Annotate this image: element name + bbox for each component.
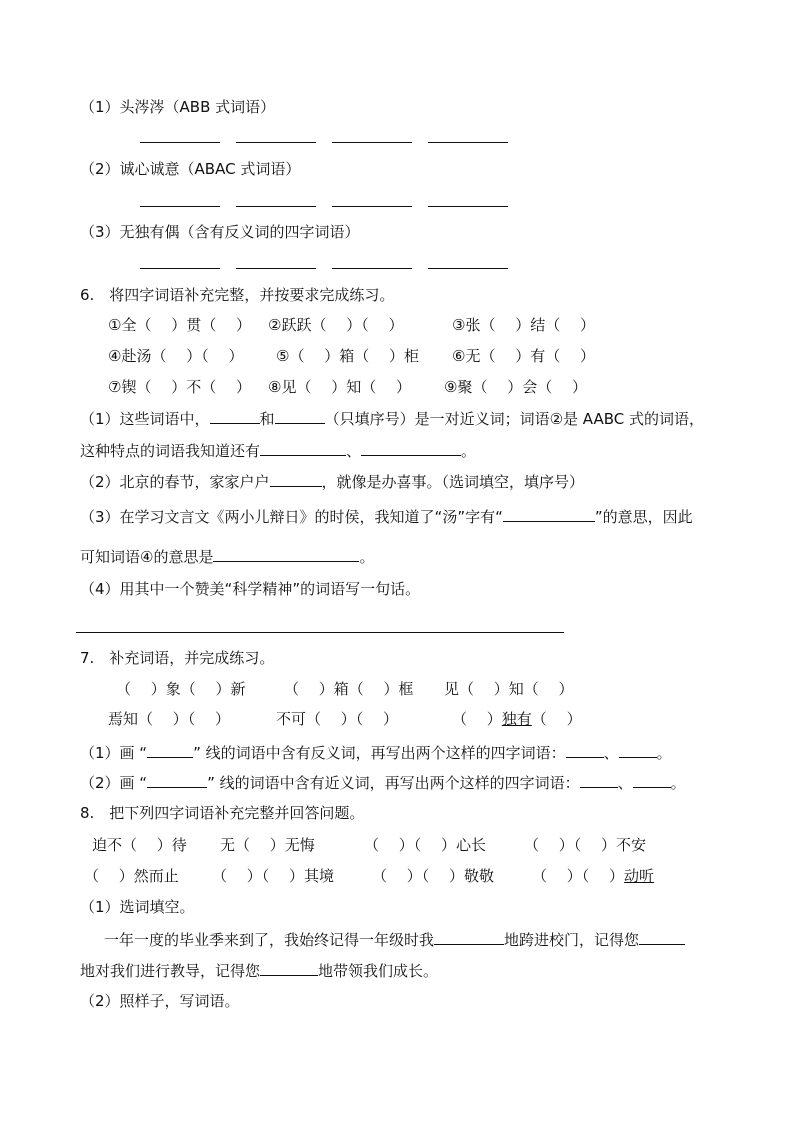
answer-blank[interactable] xyxy=(428,268,508,269)
q5-item-3: （3）无独有偶（含有反义词的四字词语） xyxy=(80,223,360,241)
q8-paragraph-cont: 地对我们进行教导，记得您 地带领我们成长。 xyxy=(80,962,439,980)
answer-blank[interactable] xyxy=(213,546,359,562)
q6-word: ①全（ ）贯（ ） xyxy=(108,316,251,334)
answer-blank[interactable] xyxy=(332,268,412,269)
q8-word: （ ）（ ）心长 xyxy=(364,836,487,854)
answer-blank[interactable] xyxy=(361,440,461,456)
q7-sub-1: （1）画 “ ” 线的词语中含有反义词，再写出两个这样的四字词语： 、 。 xyxy=(80,744,672,762)
q8-word: （ ）（ ）敬敬 xyxy=(372,867,495,885)
q6-word: ③张（ ）结（ ） xyxy=(452,316,595,334)
answer-blank[interactable] xyxy=(260,440,346,456)
answer-blank[interactable] xyxy=(140,142,220,143)
q7-word: （ ）独有（ ） xyxy=(452,710,582,728)
q6-word: ⑦锲（ ）不（ ） xyxy=(108,378,251,396)
answer-blank[interactable] xyxy=(428,142,508,143)
answer-line[interactable] xyxy=(76,632,564,633)
q6-title: 6. 将四字词语补充完整，并按要求完成练习。 xyxy=(80,286,395,304)
answer-blank[interactable] xyxy=(639,929,685,945)
q7-word: （ ）象（ ）新 xyxy=(116,680,246,698)
q7-word: 不可（ ）（ ） xyxy=(276,710,399,728)
answer-blank[interactable] xyxy=(275,408,325,424)
answer-blank[interactable] xyxy=(428,206,508,207)
q5-item-1: （1）头涔涔（ABB 式词语） xyxy=(80,98,276,116)
q6-word: ⑧见（ ）知（ ） xyxy=(268,378,411,396)
answer-blank[interactable] xyxy=(260,960,318,976)
answer-blank[interactable] xyxy=(332,142,412,143)
q8-paragraph: 一年一度的毕业季来到了，我始终记得一年级时我 地跨进校门，记得您 xyxy=(104,929,685,950)
q8-word: （ ）（ ）其境 xyxy=(212,867,335,885)
q6-word: ⑥无（ ）有（ ） xyxy=(452,347,595,365)
q8-word: 无（ ）无悔 xyxy=(220,836,315,854)
q6-sub-1: （1）这些词语中， 和 （只填序号）是一对近义词；词语②是 AABC 式的词语， xyxy=(80,410,704,428)
q8-sub-1: （1）选词填空。 xyxy=(80,898,195,916)
answer-blank[interactable] xyxy=(140,206,220,207)
q7-word: （ ）箱（ ）框 xyxy=(284,680,414,698)
q8-sub-2: （2）照样子，写词语。 xyxy=(80,992,240,1010)
answer-blank[interactable] xyxy=(580,772,618,788)
answer-blank[interactable] xyxy=(503,506,595,522)
q6-sub-1-cont: 这种特点的词语我知道还有 、 。 xyxy=(80,442,477,460)
answer-blank[interactable] xyxy=(140,268,220,269)
q6-word: ④赴汤（ ）（ ） xyxy=(108,347,244,365)
answer-blank[interactable] xyxy=(566,742,604,758)
q6-sub-4: （4）用其中一个赞美“科学精神”的词语写一句话。 xyxy=(80,580,421,598)
q8-title: 8. 把下列四字词语补充完整并回答问题。 xyxy=(80,804,365,822)
q8-word: 迫不（ ）待 xyxy=(92,836,187,854)
answer-blank[interactable] xyxy=(633,772,671,788)
answer-blank[interactable] xyxy=(147,772,207,788)
answer-blank[interactable] xyxy=(270,471,322,487)
q6-sub-3: （3）在学习文言文《两小儿辩日》的时侯，我知道了“汤”字有“ ”的意思，因此 xyxy=(80,508,693,526)
answer-blank[interactable] xyxy=(332,206,412,207)
q7-sub-2: （2）画 “ ” 线的词语中含有近义词，再写出两个这样的四字词语： 、 。 xyxy=(80,774,686,792)
q6-word: ⑤（ ）箱（ ）柜 xyxy=(276,347,419,365)
answer-blank[interactable] xyxy=(619,742,657,758)
q7-word: 见（ ）知（ ） xyxy=(444,680,574,698)
answer-blank[interactable] xyxy=(434,929,504,945)
answer-blank[interactable] xyxy=(236,206,316,207)
answer-blank[interactable] xyxy=(236,268,316,269)
q8-word: （ ）然而止 xyxy=(84,867,179,885)
q8-word: （ ）（ ）动听 xyxy=(532,867,655,885)
q6-word: ②跃跃（ ）（ ） xyxy=(268,316,404,334)
q6-word: ⑨聚（ ）会（ ） xyxy=(444,378,587,396)
q6-sub-2: （2）北京的春节，家家户户 ，就像是办喜事。（选词填空，填序号） xyxy=(80,473,585,491)
q7-title: 7. 补充词语，并完成练习。 xyxy=(80,649,275,667)
answer-blank[interactable] xyxy=(210,408,260,424)
q7-word: 焉知（ ）（ ） xyxy=(108,710,231,728)
q8-word: （ ）（ ）不安 xyxy=(524,836,647,854)
answer-blank[interactable] xyxy=(147,742,193,758)
answer-blank[interactable] xyxy=(236,142,316,143)
q5-item-2: （2）诚心诚意（ABAC 式词语） xyxy=(80,160,301,178)
q6-sub-3-cont: 可知词语④的意思是 。 xyxy=(80,548,375,566)
